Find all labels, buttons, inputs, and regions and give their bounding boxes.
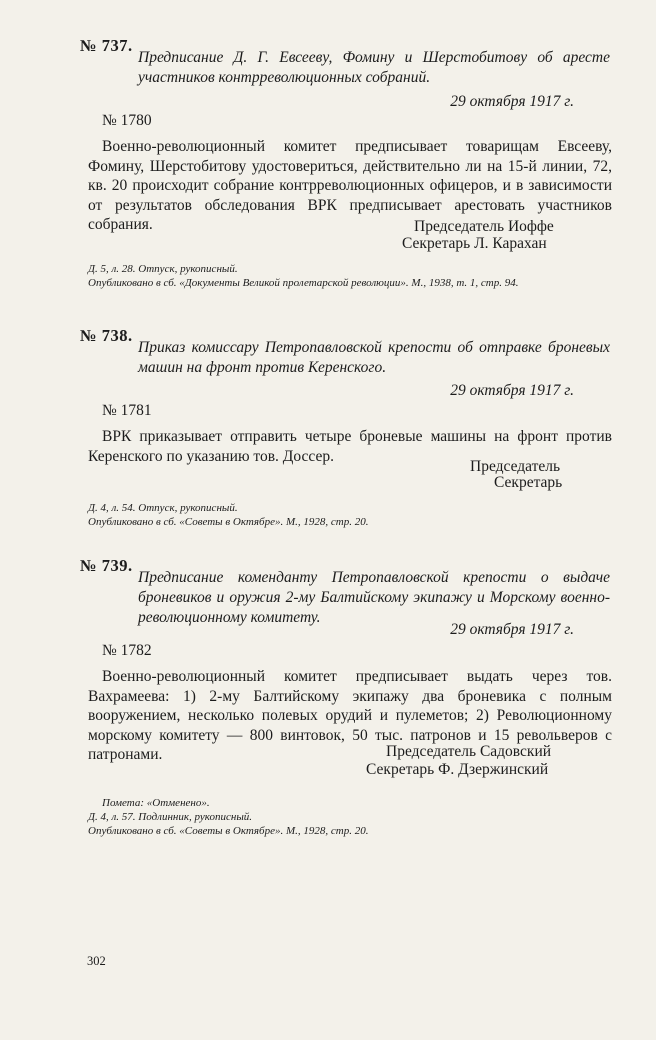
note-line: Д. 5, л. 28. Отпуск, рукописный. [88,263,238,275]
document-title: Приказ комиссару Петропавловской крепости об отправке броневых машин на фронт против Керенского. [138,339,610,376]
document-number: № 739. [80,556,133,575]
document-body: ВРК приказывает отправить четыре броневые машины на фронт против Керенского по указанию тов. Доссер. [88,428,612,465]
signature-chairman: Председатель Садовский [386,743,552,760]
document-number: № 738. [80,326,133,345]
note-line: Д. 4, л. 54. Отпуск, рукописный. [88,502,238,514]
note-line: Опубликовано в сб. «Документы Великой пролетарской революции». М., 1938, т. 1, стр. 94. [88,277,519,289]
document-date: 29 октября 1917 г. [450,621,574,638]
document-date: 29 октября 1917 г. [450,382,574,399]
source-notes [88,796,614,838]
document-number: № 737. [80,36,133,55]
document-date: 29 октября 1917 г. [450,93,574,110]
registration-number: № 1781 [102,402,152,419]
signature-secretary: Секретарь [494,474,563,491]
note-line: Опубликовано в сб. «Советы в Октябре». М., 1928, стр. 20. [88,516,369,528]
signature-chairman: Председатель [470,458,561,475]
registration-number: № 1780 [102,112,152,129]
source-notes [88,262,614,290]
note-line: Опубликовано в сб. «Советы в Октябре». М., 1928, стр. 20. [88,825,369,837]
document-title: Предписание Д. Г. Евсееву, Фомину и Шерстобитову об аресте участников контрреволюционных собраний. [138,49,610,86]
document-body: Военно-революционный комитет предписывает выдать через тов. Вахрамеева: 1) 2-му Балтийскому экипажу два броневика с полным вооружением, несколько полевых орудий и пулеметов; 2) Революционному морскому комитету — 800 винтовок, 50 тыс. патронов и 15 револьверов с патронами. [88,668,612,763]
signature-secretary: Секретарь Л. Карахан [402,235,547,252]
signature-chairman: Председатель Иоффе [414,218,554,235]
registration-number: № 1782 [102,642,152,659]
source-notes [88,501,614,529]
note-line: Д. 4, л. 57. Подлинник, рукописный. [88,811,253,823]
note-line: Помета: «Отменено». [102,797,210,809]
document-title: Предписание коменданту Петропавловской крепости о выдаче броневиков и оружия 2-му Балтийскому экипажу и Морскому военно-революционному комитету. [138,569,610,626]
signature-secretary: Секретарь Ф. Дзержинский [366,761,549,778]
page-number: 302 [87,954,106,968]
document-body: Военно-революционный комитет предписывает товарищам Евсееву, Фомину, Шерстобитову удостовериться, действительно ли на 15-й линии, 72, кв. 20 происходит собрание контрреволюционных офицеров, и в зависимости от результатов обследования ВРК предписывает арестовать участников собрания. [88,138,612,233]
